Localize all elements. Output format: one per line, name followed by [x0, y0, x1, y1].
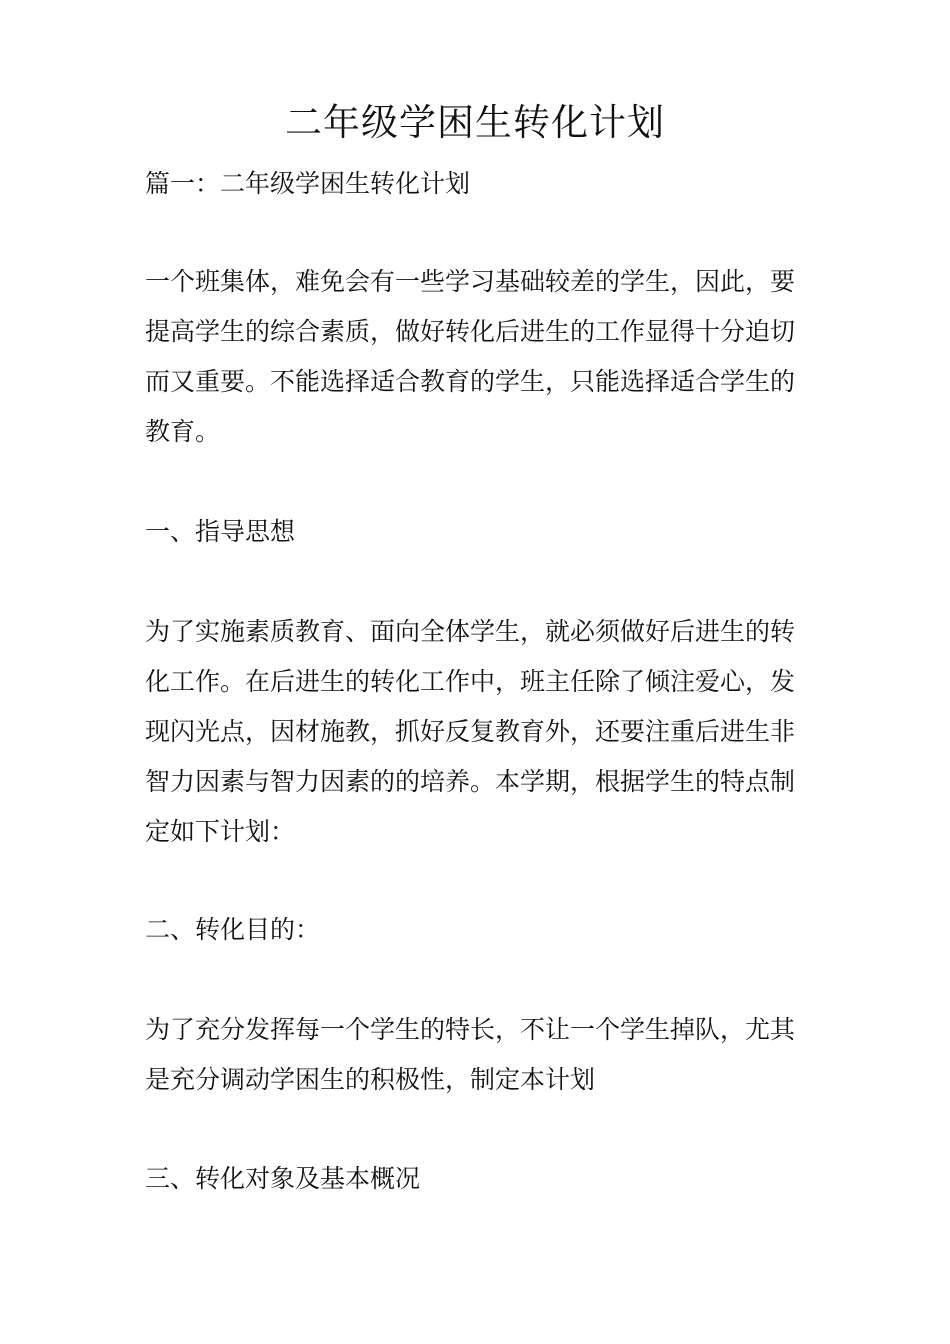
section-1-line: 智力因素与智力因素的的培养。本学期，根据学生的特点制 [145, 767, 796, 796]
intro-line: 一个班集体，难免会有一些学习基础较差的学生，因此，要 [145, 267, 796, 296]
section-2-line: 是充分调动学困生的积极性，制定本计划 [145, 1065, 596, 1094]
section-1-heading: 一、指导思想 [145, 517, 296, 546]
intro-line: 而又重要。不能选择适合教育的学生，只能选择适合学生的 [145, 367, 796, 396]
document-subtitle: 篇一：二年级学困生转化计划 [145, 169, 471, 198]
document-title: 二年级学困生转化计划 [285, 101, 665, 144]
section-1-line: 现闪光点，因材施教，抓好反复教育外，还要注重后进生非 [145, 717, 796, 746]
section-1-line: 化工作。在后进生的转化工作中，班主任除了倾注爱心，发 [145, 667, 796, 696]
section-2-heading: 二、转化目的： [145, 915, 321, 944]
intro-paragraph [145, 257, 810, 457]
intro-line: 教育。 [145, 417, 221, 446]
section-2-line: 为了充分发挥每一个学生的特长，不让一个学生掉队，尤其 [145, 1015, 796, 1044]
section-1-line: 定如下计划： [145, 817, 296, 846]
section-2-paragraph [145, 1005, 810, 1105]
intro-line: 提高学生的综合素质，做好转化后进生的工作显得十分迫切 [145, 317, 796, 346]
section-1-line: 为了实施素质教育、面向全体学生，就必须做好后进生的转 [145, 617, 796, 646]
section-1-paragraph [145, 607, 810, 857]
section-3-heading: 三、转化对象及基本概况 [145, 1164, 421, 1193]
